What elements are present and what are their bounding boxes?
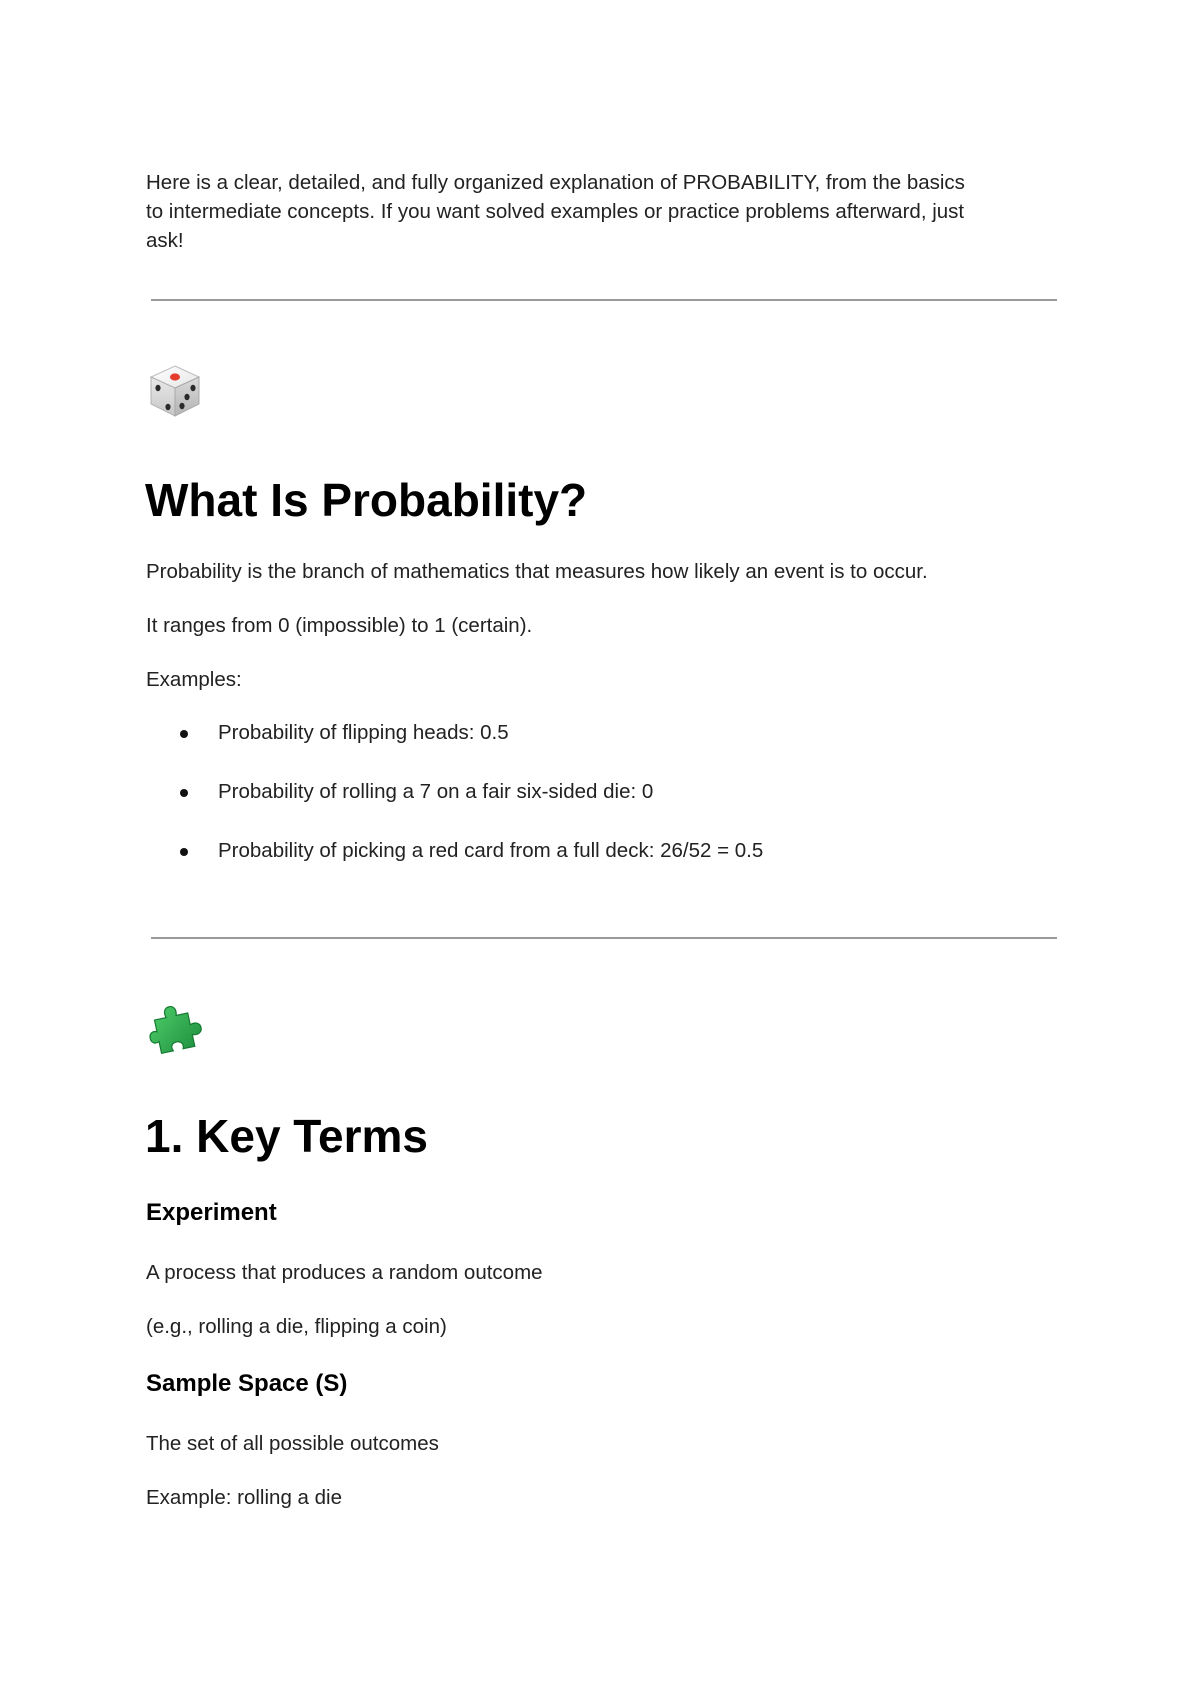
intro-line: Here is a clear, detailed, and fully organized explanation of PROBABILITY, from the basics — [146, 171, 965, 194]
section-heading: What Is Probability? — [145, 474, 588, 526]
examples-label: Examples: — [146, 668, 242, 691]
paragraph: Probability is the branch of mathematics that measures how likely an event is to occur. — [146, 560, 928, 583]
paragraph: A process that produces a random outcome — [146, 1261, 543, 1284]
divider — [151, 299, 1057, 301]
list-item-text: Probability of rolling a 7 on a fair six-sided die: 0 — [218, 780, 654, 803]
paragraph: (e.g., rolling a die, flipping a coin) — [146, 1315, 447, 1338]
intro-line: to intermediate concepts. If you want solved examples or practice problems afterward, just — [146, 200, 965, 223]
paragraph: The set of all possible outcomes — [146, 1432, 439, 1455]
intro-paragraph — [146, 168, 1046, 255]
intro-line: ask! — [146, 229, 184, 252]
subheading: Sample Space (S) — [146, 1370, 348, 1397]
bullet-icon — [180, 848, 188, 856]
section-heading: 1. Key Terms — [145, 1110, 428, 1162]
dice-icon — [147, 363, 203, 419]
bullet-icon — [180, 730, 188, 738]
puzzle-piece-icon — [147, 1002, 203, 1058]
paragraph: It ranges from 0 (impossible) to 1 (certain). — [146, 614, 533, 637]
subheading: Experiment — [146, 1199, 277, 1226]
divider — [151, 937, 1057, 939]
bullet-icon — [180, 789, 188, 797]
list-item-text: Probability of flipping heads: 0.5 — [218, 721, 509, 744]
list-item-text: Probability of picking a red card from a full deck: 26/52 = 0.5 — [218, 839, 764, 862]
paragraph: Example: rolling a die — [146, 1486, 342, 1509]
